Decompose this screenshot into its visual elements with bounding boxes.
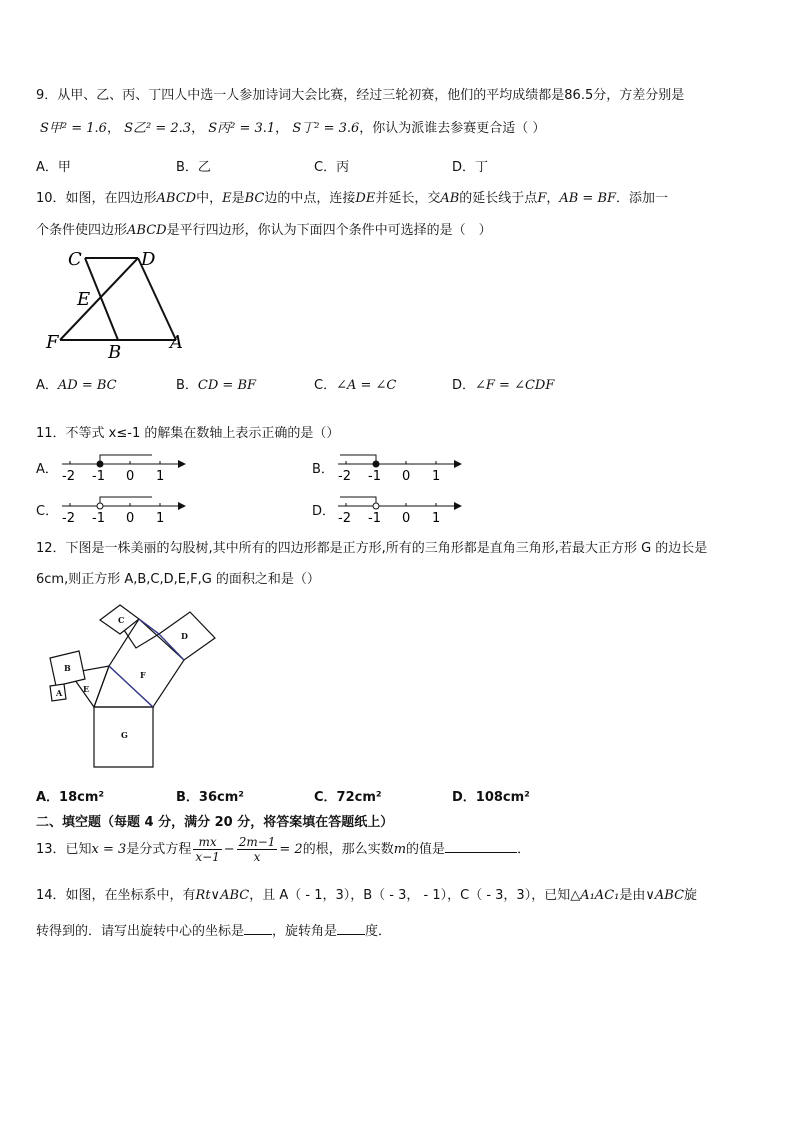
q11-stem: 11．不等式 x≤-1 的解集在数轴上表示正确的是（） (36, 426, 340, 441)
q12-label-e: E (83, 684, 90, 694)
q10-text-d: 边的中点，连接 (264, 191, 356, 206)
q14-text-2a: 转得到的．请写出旋转中心的坐标是 (36, 924, 245, 939)
q10-text-a: 10．如图，在四边形 (36, 191, 157, 206)
q13-fraction-1: $\frac{mx}{x-1}$ (195, 835, 220, 864)
q10-label-c: C (68, 249, 82, 270)
q12-label-f: F (140, 670, 146, 680)
q10-option-a[interactable]: A．AD = BC (36, 378, 117, 393)
q9-stem: 9．从甲、乙、丙、丁四人中选一人参加诗词大会比赛，经过三轮初赛，他们的平均成绩都是86.5分，方差分别是 (36, 88, 685, 103)
q12-option-a[interactable]: A．18cm² (36, 790, 105, 805)
q10-text-f: 的延长线于点 (459, 191, 538, 206)
q13-fraction-2: $\frac{2m-1}{x}$ (238, 835, 276, 864)
q10-text-b: 中， (196, 191, 223, 206)
q10-line1 (36, 187, 668, 206)
q9-option-b[interactable]: B．乙 (176, 160, 211, 175)
q9-variance-bing: S丙² = 3.1 (208, 121, 276, 136)
q13-end: ． (517, 842, 531, 857)
q9-option-d[interactable]: D．丁 (452, 160, 489, 175)
q11-number-line (334, 494, 464, 526)
q11-tick-label: 1 (432, 511, 441, 526)
q14-text-d: 旋 (684, 888, 698, 903)
q9-option-a[interactable]: A．甲 (36, 160, 71, 175)
q14-tri2: ∨ABC (645, 888, 685, 903)
q11-tick-label: 0 (126, 511, 135, 526)
q11-solid-point (97, 461, 103, 467)
q10-label-b: B (108, 342, 122, 362)
q9-variance-jia: S甲² = 1.6 (40, 121, 107, 136)
q12-option-d[interactable]: D．108cm² (452, 790, 530, 805)
q10-text-h: ．添加一 (616, 191, 669, 206)
q10-ab: AB (440, 191, 460, 206)
q12-label-g: G (121, 730, 128, 740)
q12-line1: 12．下图是一株美丽的勾股树,其中所有的四边形都是正方形,所有的三角形都是直角三角形,若最大正方形 G 的边长是 (36, 541, 708, 556)
q11-tick-label: -2 (338, 469, 351, 484)
q11-tick-label: -1 (92, 469, 105, 484)
q11-tick-label: 0 (402, 469, 411, 484)
q14-center-blank[interactable] (244, 934, 272, 935)
q10-figure (40, 244, 200, 362)
q11-axis-arrow (178, 502, 186, 510)
q13-pre: 13．已知 (36, 842, 92, 857)
q12-option-b[interactable]: B．36cm² (176, 790, 244, 805)
q10-de: DE (355, 191, 376, 206)
q14-tri1: △A₁AC₁ (570, 888, 620, 903)
q10-e: E (222, 191, 232, 206)
q11-solution-ray (100, 455, 152, 464)
q12-label-a: A (56, 688, 63, 698)
q10-label-a: A (170, 332, 183, 353)
q14-line1 (36, 884, 697, 903)
q11-axis-arrow (454, 460, 462, 468)
q10-line2 (36, 219, 492, 238)
q11-tick-label: -1 (368, 511, 381, 526)
q14-text-c: 是由 (619, 888, 646, 903)
q14-text-2b: ，旋转角是 (272, 924, 338, 939)
q9-variance-ding: S丁² = 3.6 (292, 121, 360, 136)
q10-f: F (537, 191, 547, 206)
q11-option-letter: D． (312, 504, 336, 519)
q9-option-c[interactable]: C．丙 (314, 160, 350, 175)
q11-tick-label: -2 (62, 469, 75, 484)
q13-answer-blank[interactable] (445, 852, 517, 853)
q12-line2: 6cm,则正方形 A,B,C,D,E,F,G 的面积之和是（） (36, 572, 320, 587)
q11-tick-label: 0 (402, 511, 411, 526)
q11-number-line (58, 452, 188, 484)
q14-rt: Rt∨ABC (195, 888, 250, 903)
q11-tick-label: -2 (62, 511, 75, 526)
q11-option-letter: A． (36, 462, 58, 477)
q10-option-b[interactable]: B．CD = BF (176, 378, 257, 393)
q11-tick-label: 1 (432, 469, 441, 484)
q13-mid: 是分式方程 (126, 842, 192, 857)
q14-text-b: ，且 A（ - 1，3），B（ - 3， - 1），C（ - 3，3），已知 (249, 888, 571, 903)
q14-text-2c: 度． (365, 924, 392, 939)
q12-option-c[interactable]: C．72cm² (314, 790, 382, 805)
q11-tick-label: 0 (126, 469, 135, 484)
q11-solid-point (373, 461, 379, 467)
q12-label-d: D (181, 631, 188, 641)
q9-variance-yi: S乙² = 2.3 (124, 121, 192, 136)
q10-label-d: D (141, 249, 156, 270)
q14-line2 (36, 920, 391, 939)
q13-m: m (393, 842, 407, 857)
q11-solution-ray (340, 497, 376, 506)
q10-abcd: ABCD (156, 191, 197, 206)
q14-text-a: 14．如图，在坐标系中，有 (36, 888, 196, 903)
q10-edge-da (138, 258, 176, 340)
q11-axis-arrow (178, 460, 186, 468)
q11-tick-label: 1 (156, 511, 165, 526)
q12-label-c: C (118, 615, 125, 625)
q10-text-2a: 个条件使四边形 (36, 223, 128, 238)
q11-option-letter: B． (312, 462, 334, 477)
q11-tick-label: -1 (368, 469, 381, 484)
q13-post2: 的值是 (406, 842, 446, 857)
q10-label-f: F (46, 332, 59, 353)
q9-tail: ，你认为派谁去参赛更合适（ ） (359, 121, 546, 136)
q13-post1: 的根，那么实数 (302, 842, 394, 857)
q11-axis-arrow (454, 502, 462, 510)
q10-text-g: ， (546, 191, 560, 206)
section2-title: 二、填空题（每题 4 分，满分 20 分，将答案填在答题纸上） (36, 815, 394, 830)
q10-text-2b: 是平行四边形，你认为下面四个条件中可选择的是（ ） (166, 223, 492, 238)
q11-tick-label: -2 (338, 511, 351, 526)
q11-number-line (334, 452, 464, 484)
q10-option-c[interactable]: C．∠A = ∠C (314, 378, 397, 393)
q13-line (36, 833, 530, 867)
q11-hollow-point (97, 503, 103, 509)
q13-minus: − (223, 842, 235, 857)
q10-ab-bf: AB = BF (559, 191, 617, 206)
q13-eq: = 2 (279, 842, 303, 857)
q11-hollow-point (373, 503, 379, 509)
q10-bc: BC (244, 191, 265, 206)
q12-label-b: B (64, 663, 71, 673)
q14-angle-blank[interactable] (337, 934, 365, 935)
q11-tick-label: -1 (92, 511, 105, 526)
q10-text-e: 并延长，交 (375, 191, 441, 206)
q10-option-d[interactable]: D．∠F = ∠CDF (452, 378, 555, 393)
q10-abcd-2: ABCD (127, 223, 167, 238)
q11-option-letter: C． (36, 504, 59, 519)
q11-number-line (58, 494, 188, 526)
q11-tick-label: 1 (156, 469, 165, 484)
q11-solution-ray (340, 455, 376, 464)
q11-solution-ray (100, 497, 152, 506)
q9-variances: S甲² = 1.6， S乙² = 2.3， S丙² = 3.1， S丁² = 3.6，你认为派谁去参赛更合适（ ） (40, 121, 546, 136)
q12-pythagoras-tree (40, 600, 230, 775)
q10-text-c: 是 (231, 191, 245, 206)
q10-label-e: E (77, 289, 91, 310)
q10-edge-df (60, 258, 138, 340)
q13-cond: x = 3 (91, 842, 127, 857)
